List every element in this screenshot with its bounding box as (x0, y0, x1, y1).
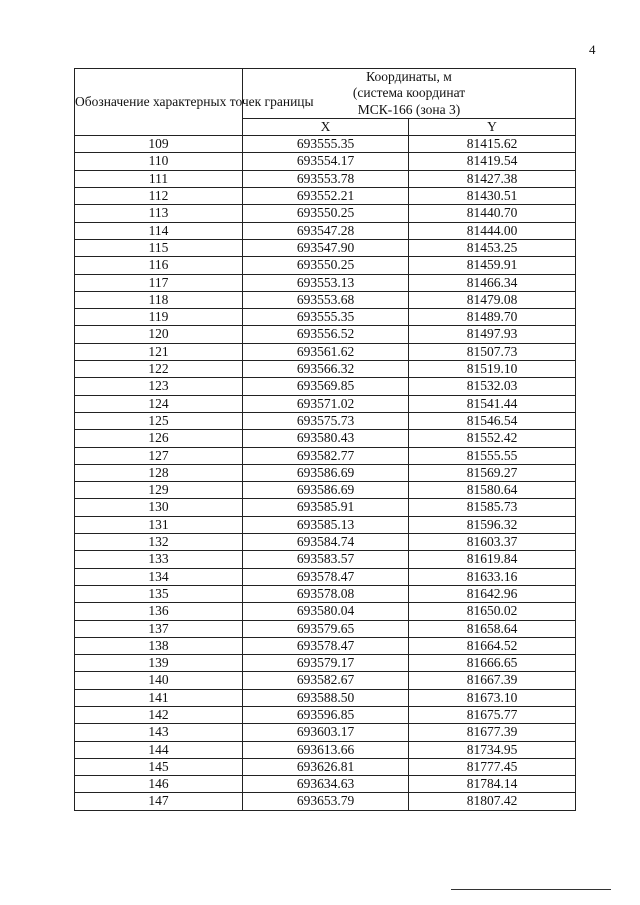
table-row (75, 482, 576, 499)
cell-point: 129 (75, 482, 243, 499)
cell-y: 81546.54 (409, 412, 576, 429)
table-row (75, 309, 576, 326)
table-row (75, 257, 576, 274)
cell-point: 111 (75, 170, 243, 187)
table-row (75, 222, 576, 239)
cell-x: 693585.13 (243, 516, 409, 533)
cell-x: 693569.85 (243, 378, 409, 395)
table-row (75, 188, 576, 205)
table-row (75, 516, 576, 533)
table-row (75, 361, 576, 378)
cell-y: 81419.54 (409, 153, 576, 170)
cell-x: 693550.25 (243, 257, 409, 274)
cell-y: 81633.16 (409, 568, 576, 585)
cell-y: 81507.73 (409, 343, 576, 360)
cell-point: 143 (75, 724, 243, 741)
cell-point: 115 (75, 239, 243, 256)
cell-x: 693582.77 (243, 447, 409, 464)
header-coordinates-line3: МСК-166 (зона 3) (357, 101, 461, 117)
table-row (75, 153, 576, 170)
cell-y: 81415.62 (409, 136, 576, 153)
cell-point: 124 (75, 395, 243, 412)
cell-y: 81784.14 (409, 776, 576, 793)
cell-x: 693580.43 (243, 430, 409, 447)
cell-point: 118 (75, 291, 243, 308)
cell-point: 139 (75, 655, 243, 672)
cell-point: 113 (75, 205, 243, 222)
cell-x: 693588.50 (243, 689, 409, 706)
table-row (75, 741, 576, 758)
cell-x: 693555.35 (243, 309, 409, 326)
cell-y: 81580.64 (409, 482, 576, 499)
table-row (75, 412, 576, 429)
cell-y: 81532.03 (409, 378, 576, 395)
table-header (75, 69, 576, 136)
cell-y: 81666.65 (409, 655, 576, 672)
table-row (75, 170, 576, 187)
table-row (75, 447, 576, 464)
cell-x: 693547.28 (243, 222, 409, 239)
cell-point: 132 (75, 534, 243, 551)
header-y: Y (409, 118, 576, 135)
cell-x: 693554.17 (243, 153, 409, 170)
cell-point: 130 (75, 499, 243, 516)
cell-x: 693578.47 (243, 568, 409, 585)
cell-point: 144 (75, 741, 243, 758)
table-row (75, 343, 576, 360)
cell-point: 147 (75, 793, 243, 810)
table-row (75, 724, 576, 741)
cell-x: 693579.17 (243, 655, 409, 672)
cell-point: 119 (75, 309, 243, 326)
table-row (75, 655, 576, 672)
table-row (75, 568, 576, 585)
cell-x: 693634.63 (243, 776, 409, 793)
table-row (75, 793, 576, 810)
cell-point: 142 (75, 706, 243, 723)
cell-point: 131 (75, 516, 243, 533)
cell-y: 81807.42 (409, 793, 576, 810)
table-row (75, 603, 576, 620)
cell-point: 114 (75, 222, 243, 239)
cell-point: 109 (75, 136, 243, 153)
cell-x: 693555.35 (243, 136, 409, 153)
cell-point: 125 (75, 412, 243, 429)
table-row (75, 758, 576, 775)
cell-y: 81673.10 (409, 689, 576, 706)
cell-x: 693561.62 (243, 343, 409, 360)
cell-point: 138 (75, 637, 243, 654)
cell-x: 693571.02 (243, 395, 409, 412)
cell-x: 693575.73 (243, 412, 409, 429)
cell-y: 81596.32 (409, 516, 576, 533)
cell-x: 693653.79 (243, 793, 409, 810)
cell-y: 81489.70 (409, 309, 576, 326)
cell-point: 135 (75, 585, 243, 602)
coordinates-table (74, 68, 576, 811)
table-row (75, 378, 576, 395)
cell-x: 693603.17 (243, 724, 409, 741)
cell-point: 136 (75, 603, 243, 620)
cell-y: 81552.42 (409, 430, 576, 447)
table-row (75, 291, 576, 308)
table-row (75, 672, 576, 689)
cell-y: 81453.25 (409, 239, 576, 256)
cell-y: 81444.00 (409, 222, 576, 239)
header-point-designation: Обозначение характерных точек границы (75, 69, 243, 136)
cell-x: 693580.04 (243, 603, 409, 620)
cell-point: 133 (75, 551, 243, 568)
cell-y: 81497.93 (409, 326, 576, 343)
table-row (75, 274, 576, 291)
cell-x: 693550.25 (243, 205, 409, 222)
footer-rule (451, 889, 611, 890)
cell-x: 693585.91 (243, 499, 409, 516)
cell-point: 145 (75, 758, 243, 775)
cell-y: 81585.73 (409, 499, 576, 516)
cell-y: 81519.10 (409, 361, 576, 378)
header-x: X (243, 118, 409, 135)
header-coordinates-line2: (система координат (352, 85, 466, 101)
cell-y: 81430.51 (409, 188, 576, 205)
cell-y: 81479.08 (409, 291, 576, 308)
cell-x: 693626.81 (243, 758, 409, 775)
cell-x: 693583.57 (243, 551, 409, 568)
cell-y: 81459.91 (409, 257, 576, 274)
cell-x: 693553.68 (243, 291, 409, 308)
cell-x: 693553.13 (243, 274, 409, 291)
cell-point: 117 (75, 274, 243, 291)
page-number: 4 (589, 42, 596, 57)
cell-y: 81667.39 (409, 672, 576, 689)
table-row (75, 620, 576, 637)
table-row (75, 551, 576, 568)
cell-x: 693578.47 (243, 637, 409, 654)
cell-point: 137 (75, 620, 243, 637)
table-row (75, 395, 576, 412)
table-row (75, 706, 576, 723)
cell-x: 693613.66 (243, 741, 409, 758)
cell-point: 134 (75, 568, 243, 585)
cell-point: 126 (75, 430, 243, 447)
table-row (75, 585, 576, 602)
table-row (75, 689, 576, 706)
cell-point: 121 (75, 343, 243, 360)
table-row (75, 205, 576, 222)
cell-y: 81555.55 (409, 447, 576, 464)
cell-y: 81603.37 (409, 534, 576, 551)
cell-y: 81541.44 (409, 395, 576, 412)
cell-x: 693586.69 (243, 464, 409, 481)
cell-y: 81440.70 (409, 205, 576, 222)
cell-y: 81619.84 (409, 551, 576, 568)
cell-x: 693552.21 (243, 188, 409, 205)
table-row (75, 464, 576, 481)
table-row (75, 430, 576, 447)
cell-x: 693596.85 (243, 706, 409, 723)
table-body (75, 136, 576, 811)
cell-y: 81734.95 (409, 741, 576, 758)
table-row (75, 136, 576, 153)
cell-x: 693584.74 (243, 534, 409, 551)
cell-point: 112 (75, 188, 243, 205)
cell-y: 81658.64 (409, 620, 576, 637)
cell-y: 81466.34 (409, 274, 576, 291)
cell-y: 81427.38 (409, 170, 576, 187)
cell-y: 81569.27 (409, 464, 576, 481)
cell-point: 128 (75, 464, 243, 481)
cell-point: 140 (75, 672, 243, 689)
table-row (75, 637, 576, 654)
cell-point: 120 (75, 326, 243, 343)
table-row (75, 534, 576, 551)
cell-x: 693586.69 (243, 482, 409, 499)
cell-x: 693578.08 (243, 585, 409, 602)
cell-y: 81650.02 (409, 603, 576, 620)
cell-x: 693547.90 (243, 239, 409, 256)
cell-x: 693582.67 (243, 672, 409, 689)
cell-x: 693579.65 (243, 620, 409, 637)
table-row (75, 499, 576, 516)
cell-x: 693553.78 (243, 170, 409, 187)
cell-y: 81642.96 (409, 585, 576, 602)
cell-point: 141 (75, 689, 243, 706)
cell-point: 127 (75, 447, 243, 464)
table-row (75, 239, 576, 256)
cell-point: 123 (75, 378, 243, 395)
cell-point: 146 (75, 776, 243, 793)
cell-y: 81777.45 (409, 758, 576, 775)
cell-y: 81677.39 (409, 724, 576, 741)
table-row (75, 776, 576, 793)
cell-y: 81664.52 (409, 637, 576, 654)
table-row (75, 326, 576, 343)
header-coordinates-line1: Координаты, м (366, 69, 452, 84)
cell-point: 110 (75, 153, 243, 170)
cell-point: 116 (75, 257, 243, 274)
cell-x: 693566.32 (243, 361, 409, 378)
cell-y: 81675.77 (409, 706, 576, 723)
cell-point: 122 (75, 361, 243, 378)
cell-x: 693556.52 (243, 326, 409, 343)
